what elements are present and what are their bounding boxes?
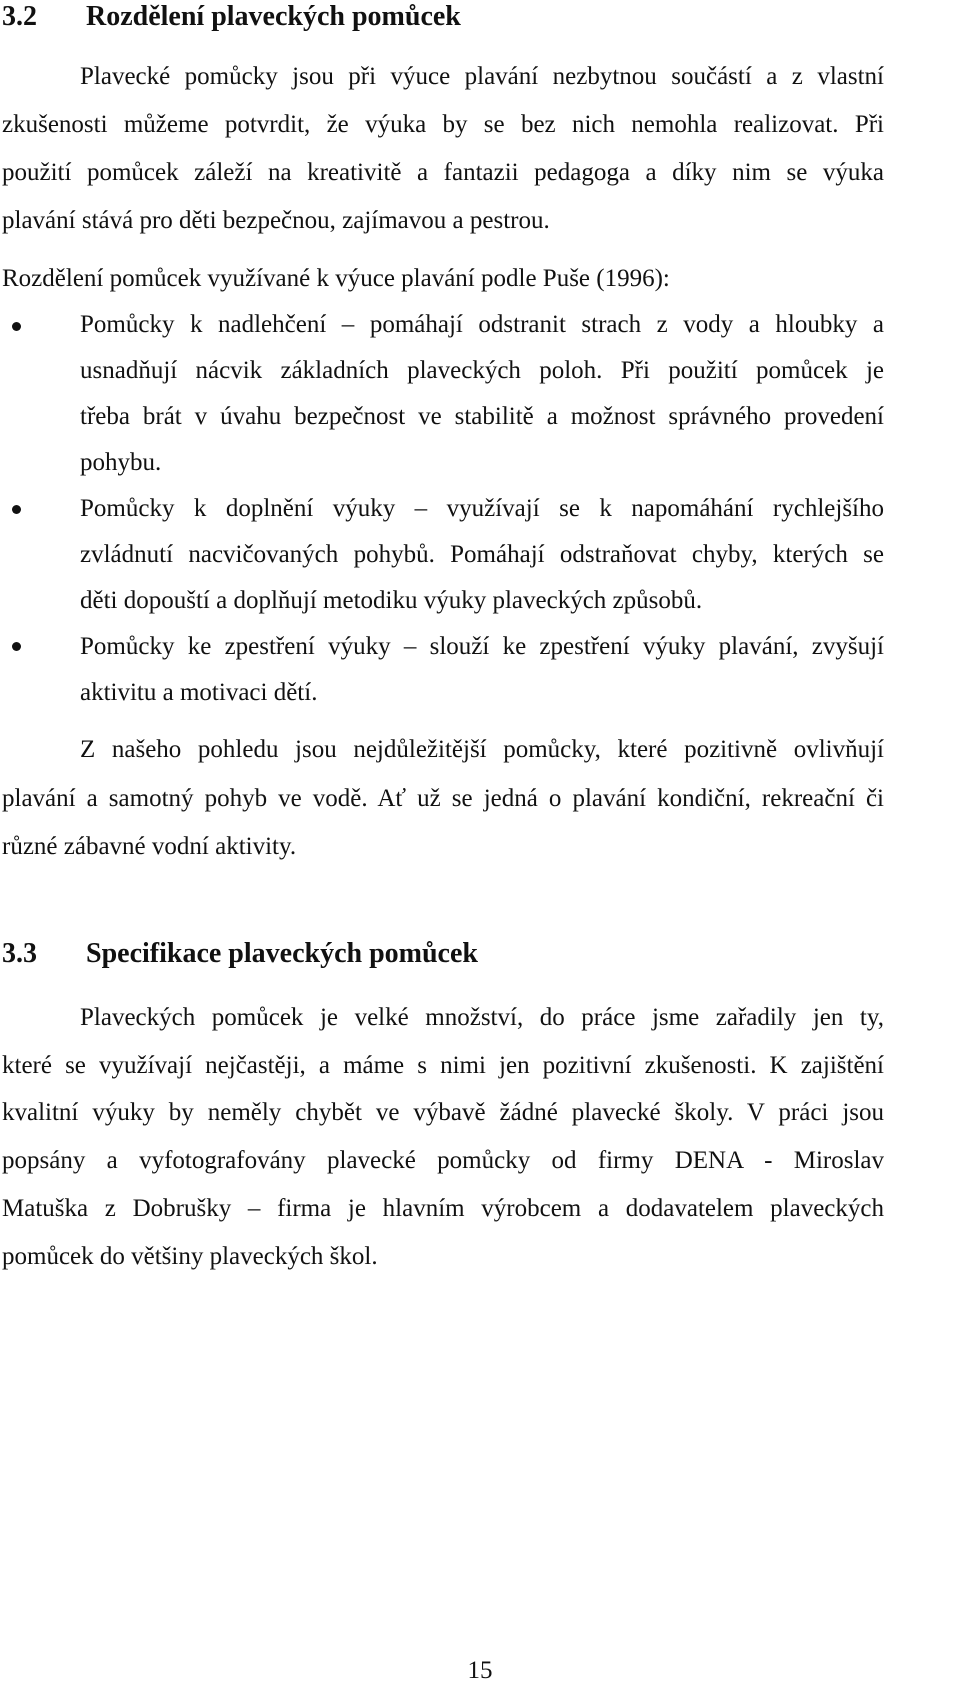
section-number: 3.3 [2, 938, 37, 969]
paragraph-line: které se využívají nejčastěji, a máme s nimi jen pozitivní zkušenosti. K zajištění [2, 1052, 884, 1079]
paragraph-line: Plavecké pomůcky jsou při výuce plavání nezbytnou součástí a z vlastní [80, 63, 884, 90]
list-item-line: Pomůcky k nadlehčení – pomáhají odstranit strach z vody a hloubky a [80, 311, 884, 338]
page-number: 15 [467, 1657, 493, 1684]
paragraph-line: Matuška z Dobrušky – firma je hlavním výrobcem a dodavatelem plaveckých [2, 1195, 884, 1222]
section-heading-3-2 [2, 0, 461, 34]
list-item-line: děti dopouští a doplňují metodiku výuky plaveckých způsobů. [80, 587, 703, 614]
list-item-line: Pomůcky ke zpestření výuky – slouží ke zpestření výuky plavání, zvyšují [80, 633, 884, 660]
list-item-line: Pomůcky k doplnění výuky – využívají se k napomáhání rychlejšího [80, 495, 884, 522]
list-item-line: zvládnutí nacvičovaných pohybů. Pomáhají odstraňovat chyby, kterých se [80, 541, 884, 568]
paragraph-line: kvalitní výuky by neměly chybět ve výbavě žádné plavecké školy. V práci jsou [2, 1099, 884, 1126]
section-number: 3.2 [2, 1, 37, 32]
paragraph-line: plavání a samotný pohyb ve vodě. Ať už se jedná o plavání kondiční, rekreační či [2, 785, 884, 812]
section-title: Specifikace plaveckých pomůcek [86, 938, 478, 969]
paragraph-line: použití pomůcek záleží na kreativitě a fantazii pedagoga a díky nim se výuka [2, 159, 884, 186]
paragraph-line: pomůcek do většiny plaveckých škol. [2, 1243, 378, 1270]
section-heading-3-3 [2, 937, 478, 971]
paragraph-line: různé zábavné vodní aktivity. [2, 833, 297, 860]
list-item-line: třeba brát v úvahu bezpečnost ve stabilitě a možnost správného provedení [80, 403, 884, 430]
bullet-icon [12, 322, 21, 331]
paragraph-line: Z našeho pohledu jsou nejdůležitější pomůcky, které pozitivně ovlivňují [80, 736, 884, 763]
paragraph-line: popsány a vyfotografovány plavecké pomůcky od firmy DENA - Miroslav [2, 1147, 884, 1174]
section-title: Rozdělení plaveckých pomůcek [86, 1, 461, 32]
paragraph-line: plavání stává pro děti bezpečnou, zajímavou a pestrou. [2, 207, 550, 234]
list-item-line: pohybu. [80, 449, 162, 476]
bullet-icon [12, 505, 21, 514]
paragraph-line: Plaveckých pomůcek je velké množství, do práce jsme zařadily jen ty, [80, 1004, 884, 1031]
list-item-line: usnadňují nácvik základních plaveckých poloh. Při použití pomůcek je [80, 357, 884, 384]
bullet-icon [12, 642, 21, 651]
list-lead: Rozdělení pomůcek využívané k výuce plavání podle Puše (1996): [2, 265, 670, 292]
list-item-line: aktivitu a motivaci dětí. [80, 679, 318, 706]
paragraph-line: zkušenosti můžeme potvrdit, že výuka by se bez nich nemohla realizovat. Při [2, 111, 884, 138]
